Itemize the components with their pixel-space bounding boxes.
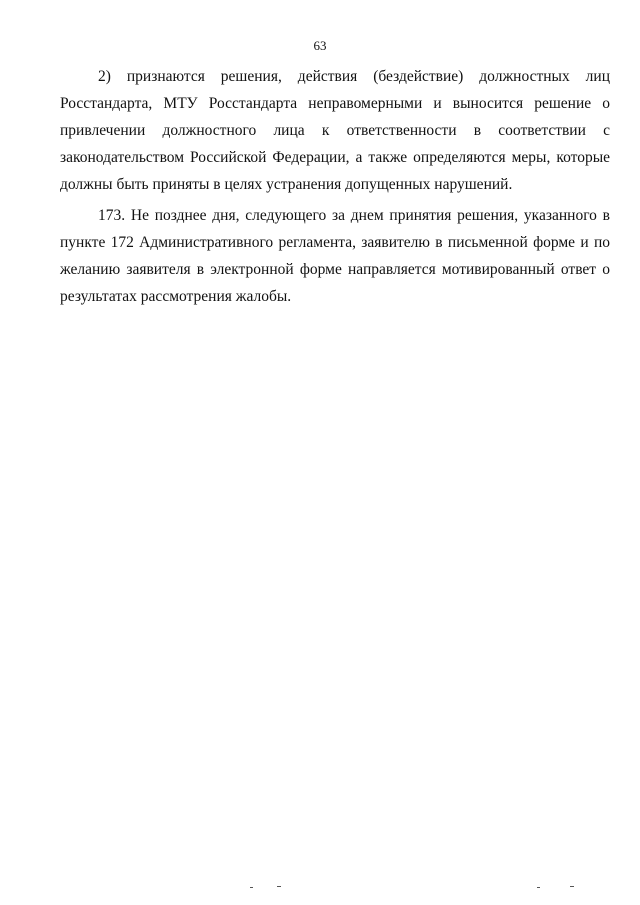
scan-artifact xyxy=(250,887,253,888)
paragraph-173: 173. Не позднее дня, следующего за днем принятия решения, указанного в пункте 172 Административного регламента, заявителю в письменной форме и по желанию заявителя в электронной форме направляется мотивированный ответ о результатах рассмотрения жалобы. xyxy=(60,207,610,305)
document-body xyxy=(60,63,610,314)
page-number: 63 xyxy=(313,38,327,53)
scan-artifact xyxy=(277,886,281,887)
scan-artifact xyxy=(537,887,540,888)
scan-artifact xyxy=(570,886,574,887)
paragraph-item-2: 2) признаются решения, действия (бездействие) должностных лиц Росстандарта, МТУ Росстандарта неправомерными и выносится решение о привлечении должностного лица к ответственности в соответствии с законодательством Российской Федерации, а также определяются меры, которые должны быть приняты в целях устранения допущенных нарушений. xyxy=(60,68,610,193)
